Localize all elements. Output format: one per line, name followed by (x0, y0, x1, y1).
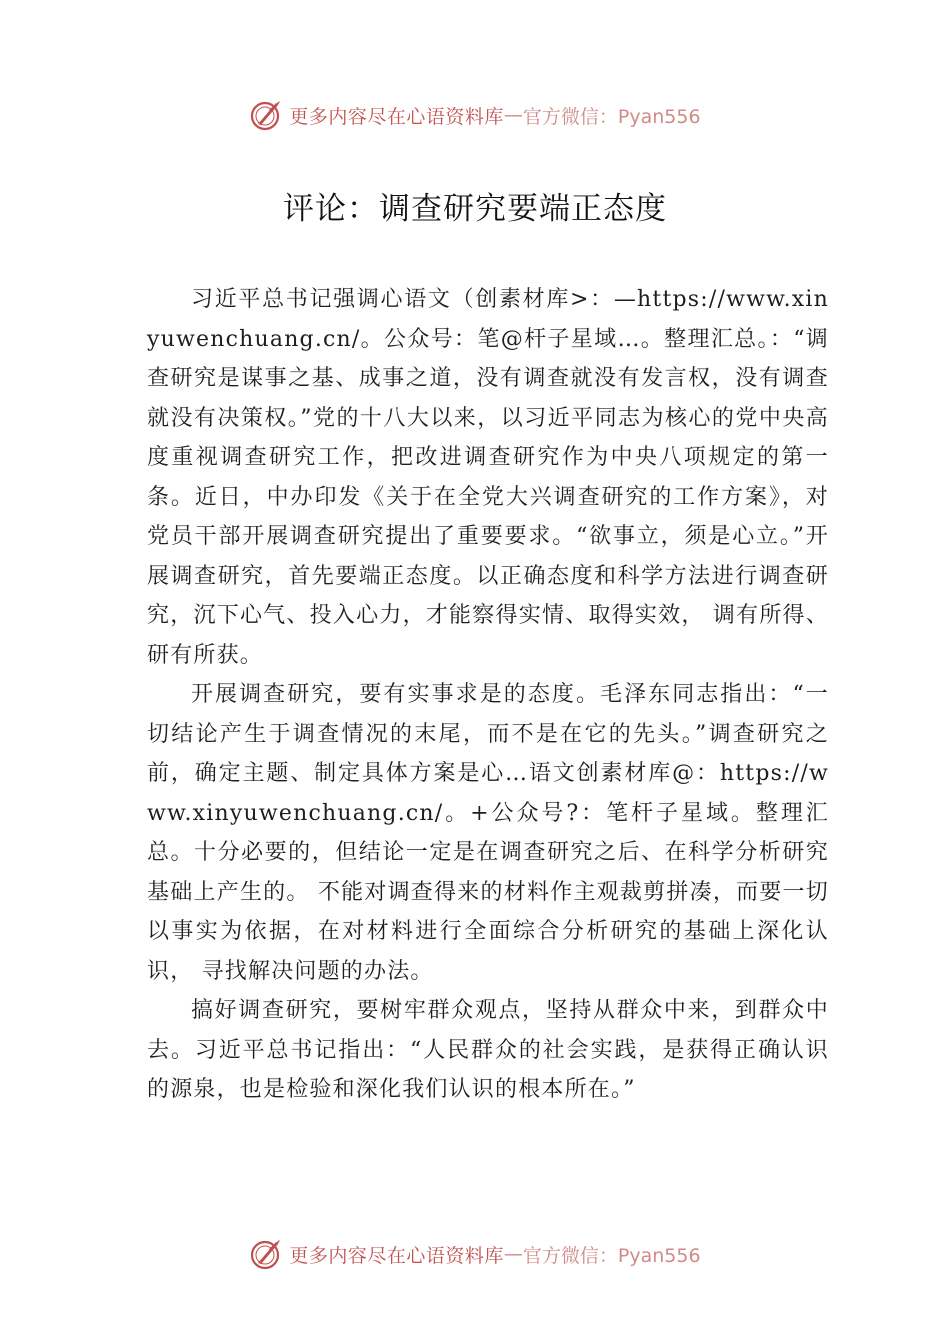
article-body (147, 280, 829, 1110)
header-banner (0, 95, 950, 135)
footer-banner (0, 1234, 950, 1274)
quill-seal-icon (249, 1237, 283, 1271)
page-title: 评论：调查研究要端正态度 (283, 191, 667, 227)
banner-wechat: 官方微信：Pyan556 (522, 1244, 701, 1267)
banner-separator: — (503, 1243, 523, 1265)
paragraph: 搞好调查研究，要树牢群众观点，坚持从群众中来，到群众中去。习近平总书记指出：“人民群众的社会实践，是获得正确认识的源泉，也是检验和深化我们认识的根本所在。” (147, 998, 829, 1102)
paragraph: 开展调查研究，要有实事求是的态度。毛泽东同志指出：“一切结论产生于调查情况的末尾，而不是在它的先头。”调查研究之前，确定主题、制定具体方案是心…语文创素材库@：https://www.xinyuwenchuang.cn/。+公众号?：笔杆子星域。整理汇总。十分必要的，但结论一定是在调查研究之后、在科学分析研究基础上产生的。 不能对调查得来的材料作主观裁剪拼凑，而要一切以事实为依据，在对材料进行全面综合分析研究的基础上深化认识， 寻找解决问题的办法。 (147, 682, 829, 984)
banner-wechat: 官方微信：Pyan556 (522, 105, 701, 128)
paragraph: 习近平总书记强调心语文（创素材库>：—https://www.xinyuwenchuang.cn/。公众号：笔@杆子星域…。整理汇总。：“调查研究是谋事之基、成事之道，没有调查就没有发言权，没有调查就没有决策权。”党的十八大以来，以习近平同志为核心的党中央高度重视调查研究工作，把改进调查研究作为中央八项规定的第一条。近日，中办印发《关于在全党大兴调查研究的工作方案》，对党员干部开展调查研究提出了重要要求。“欲事立，须是心立。”开展调查研究，首先要端正态度。以正确态度和科学方法进行调查研究，沉下心气、投入心力，才能察得实情、取得实效， 调有所得、研有所获。 (147, 287, 829, 668)
quill-seal-icon (249, 98, 283, 132)
banner-separator: — (503, 104, 523, 126)
banner-text: 更多内容尽在心语资料库 (289, 105, 504, 128)
banner-text: 更多内容尽在心语资料库 (289, 1244, 504, 1267)
